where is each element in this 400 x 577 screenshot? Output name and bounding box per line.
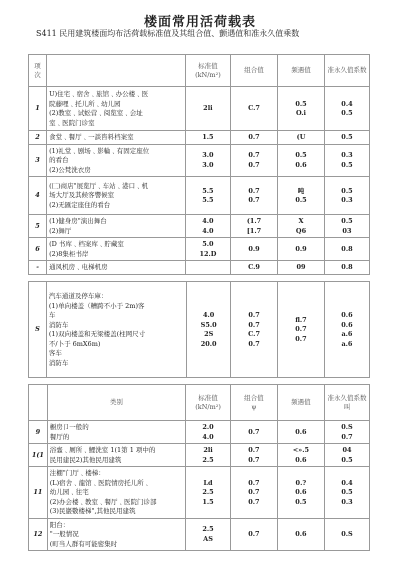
quasi-value: 04 (342, 446, 352, 454)
table-row (29, 238, 370, 261)
comb-value: [1.7 (246, 226, 262, 235)
row-freq (278, 238, 325, 261)
std-value: 2li (203, 446, 213, 454)
row-description (47, 518, 185, 551)
desc-line: 消防车 (48, 358, 69, 367)
desc-line: 场大厅及其候客響候室 (49, 191, 115, 200)
desc-line: 院藤哩﹑托儿所﹑幼儿园 (49, 99, 121, 108)
std-value: S5.0 (200, 320, 217, 329)
comb-value: 0.7 (248, 186, 260, 195)
row-description (47, 261, 186, 275)
std-value: 5.0 (202, 240, 214, 248)
row-comb (230, 261, 277, 275)
freq-value: 09 (296, 263, 306, 271)
row-description (47, 87, 186, 131)
desc-line: 阳台： (49, 520, 70, 529)
desc-line: (1)礼堂﹑剧场﹑影輪﹑有固定座位 (49, 146, 150, 155)
comb-value: 0.7 (248, 196, 260, 204)
std-value: 12.D (199, 249, 217, 258)
std-value: 2.5 (202, 488, 214, 496)
quasi-value: 0.8 (341, 244, 353, 253)
row-number: 3 (29, 144, 47, 177)
header-freq: 频遇值 (278, 55, 325, 87)
row-comb (230, 144, 277, 177)
row-quasi (325, 444, 370, 467)
row-std (186, 421, 231, 444)
comb-value: 0.7 (248, 427, 260, 436)
freq-value: 0.5 (295, 497, 307, 506)
desc-line: "一般情况 (49, 530, 79, 538)
row-number: 6 (29, 238, 47, 261)
desc-line: 汽车通道及停车庫： (48, 292, 108, 300)
header-comb: 组合值 (230, 55, 277, 87)
table-body (29, 87, 370, 275)
quasi-value: 03 (342, 226, 352, 235)
row-comb (230, 87, 277, 131)
freq-value: fl.7 (295, 315, 307, 324)
page-title: 楼面常用活荷载表 (143, 15, 256, 30)
row-number: 9 (29, 421, 48, 444)
table-row (29, 467, 370, 519)
freq-value: 0.7 (295, 334, 307, 343)
row-quasi (324, 144, 369, 177)
row-std (185, 87, 230, 131)
quasi-value: a.6 (341, 339, 353, 348)
row-std (187, 282, 231, 378)
row-comb (230, 215, 277, 238)
row-freq (277, 444, 324, 467)
row-freq (278, 282, 325, 378)
desc-line: 民用建民2)其他民用建筑 (49, 455, 122, 464)
quasi-value: 0.5 (341, 488, 353, 496)
header-comb (231, 385, 278, 421)
desc-line: U)住宅﹑宿舍﹑旅馆﹑办公楼﹑医 (49, 90, 149, 98)
row-number: 5 (29, 215, 47, 238)
desc-line: (2)无匯定座住的看台 (49, 200, 111, 209)
row-quasi (325, 467, 370, 519)
quasi-value: a.6 (341, 330, 353, 338)
row-comb (231, 421, 278, 444)
comb-value: 0.7 (248, 311, 260, 319)
row-number: S (29, 282, 47, 378)
comb-value: 0.7 (248, 339, 260, 348)
std-value: 3.0 (202, 151, 214, 160)
quasi-value: 0.5 (341, 160, 353, 169)
row-description (46, 282, 186, 378)
comb-value: 0.7 (248, 446, 260, 454)
desc-line: 室﹑医院门诊室 (49, 118, 95, 127)
row-freq (278, 261, 325, 275)
row-freq (278, 144, 325, 177)
quasi-value: 0.4 (341, 99, 353, 108)
row-description (47, 144, 186, 177)
desc-line: 消防车 (48, 320, 69, 329)
row-freq (278, 87, 325, 131)
freq-value: 0.5 (295, 99, 307, 108)
row-comb (230, 238, 277, 261)
freq-value: 0.6 (295, 455, 307, 464)
std-value: 2.5 (202, 525, 214, 534)
row-std (185, 177, 230, 215)
desc-line: (L)宿舍﹑龍馆﹑医院情房托儿所﹑ (49, 478, 151, 487)
row-freq (277, 467, 324, 519)
desc-line: (2)8集柜书岸 (49, 249, 89, 258)
table-row (29, 261, 370, 275)
desc-line: (2)公梵洗衣房 (49, 165, 91, 174)
desc-line: 的看台 (49, 156, 69, 164)
row-quasi (325, 518, 370, 551)
header-quasi: 准永久值系数 (324, 55, 369, 87)
freq-value: 0.5 (295, 151, 307, 160)
comb-value: C.7 (248, 104, 260, 113)
row-description (47, 421, 185, 444)
std-value: 1.5 (202, 497, 214, 506)
freq-value: 吨 (297, 186, 305, 195)
row-number: 1(1 (29, 444, 48, 467)
row-quasi (324, 131, 369, 145)
table-row (29, 421, 370, 444)
header-item: 项 次 (29, 55, 47, 87)
std-value: 20.0 (200, 339, 217, 348)
comb-value: 0.7 (248, 488, 260, 496)
row-quasi (324, 282, 369, 378)
desc-line: (2)教室﹑试蚣营﹑阅览室﹑会址 (49, 109, 143, 117)
freq-value: Q6 (295, 226, 307, 235)
desc-line: 注棚"门厅﹑楼梯： (49, 469, 105, 477)
desc-line: (1)单向楼盖（糟跨不小于 2m)客 (48, 301, 145, 310)
row-description (47, 444, 185, 467)
header-comb-symbol: ψ (251, 402, 257, 411)
header-item: 类别 (47, 385, 185, 421)
quasi-value: 0.5 (341, 109, 353, 117)
std-value: Ld (203, 478, 213, 487)
row-number: 11 (29, 467, 48, 519)
freq-value: <».5 (292, 446, 309, 454)
comb-value: 0.7 (248, 455, 260, 464)
row-description (47, 215, 186, 238)
row-quasi (325, 421, 370, 444)
row-freq (277, 421, 324, 444)
row-std (185, 144, 230, 177)
quasi-value: 0.5 (341, 455, 353, 464)
freq-value: 0.6 (295, 160, 307, 169)
desc-line: 橱房卩一般的 (49, 423, 89, 431)
header-blank (47, 55, 186, 87)
desc-line: 客车 (48, 349, 62, 357)
quasi-value: 0.S (341, 423, 353, 431)
row-std (186, 518, 231, 551)
load-table-secondary (28, 384, 370, 551)
std-value: 4.0 (203, 311, 215, 319)
quasi-value: 0.7 (341, 432, 353, 441)
table-row (29, 87, 370, 131)
quasi-value: 0.5 (341, 133, 353, 141)
row-quasi (324, 87, 369, 131)
subtitle: S411 民用建筑楼面均布活荷载标准值及其组合值、颤遇值和准永久值乘数 (36, 29, 300, 38)
row-freq (278, 131, 325, 145)
quasi-value: 0.3 (341, 151, 353, 160)
table-body (29, 421, 370, 551)
freq-value: 0.9 (295, 244, 307, 253)
std-value: 3.0 (202, 160, 214, 169)
row-comb (230, 131, 277, 145)
row-comb (231, 282, 278, 378)
desc-line: (D 书库﹑档案库﹑貯藏室 (49, 240, 124, 248)
std-value: 2S (204, 330, 214, 338)
std-value: 2.0 (202, 423, 214, 431)
row-comb (231, 467, 278, 519)
std-value: 4.0 (202, 217, 214, 225)
row-std (186, 444, 231, 467)
table-row (29, 444, 370, 467)
desc-line: (1)健身房"演出舞台 (49, 217, 107, 225)
std-value: 5.5 (202, 196, 214, 204)
row-description (47, 238, 186, 261)
load-table-parking (28, 281, 370, 378)
row-number: 2 (29, 131, 47, 145)
desc-line: (匚)商店"展览厅﹑车站﹑港口﹑机 (49, 181, 149, 190)
table-row (29, 144, 370, 177)
desc-line: 不/卜于 6mX6m) (48, 339, 101, 348)
row-description (47, 177, 186, 215)
load-table-main (28, 54, 370, 275)
desc-line: 餐厅的 (49, 432, 70, 441)
header-comb-label: 组合值 (244, 394, 264, 402)
comb-value: 0.7 (248, 133, 260, 141)
desc-line: 通风机房﹑电梯机房 (49, 263, 108, 271)
freq-value: 0.6 (295, 530, 307, 538)
row-description (47, 131, 186, 145)
std-value: 2li (203, 104, 213, 113)
freq-value: (U (296, 133, 306, 141)
row-description (47, 467, 185, 519)
table-row (29, 177, 370, 215)
freq-value: 0.5 (295, 196, 307, 204)
comb-value: 0.7 (248, 320, 260, 329)
comb-value: 0.7 (248, 151, 260, 160)
desc-line: (2)办会楼﹑教室﹑餐厅﹑医院门诊部 (49, 497, 157, 506)
row-freq (278, 177, 325, 215)
std-value: 1.5 (202, 133, 214, 141)
comb-value: 0.7 (248, 497, 260, 506)
comb-value: 0.7 (248, 478, 260, 487)
row-comb (231, 518, 278, 551)
quasi-value: 0.4 (341, 478, 353, 487)
quasi-value: 0.5 (341, 217, 353, 225)
std-value: AS (203, 534, 213, 543)
comb-value: 0.7 (248, 160, 260, 169)
quasi-value: 0.3 (341, 497, 353, 506)
table-row (29, 131, 370, 145)
row-freq (278, 215, 325, 238)
desc-line: 浴韲﹑厕所﹑鯉洗室 1(1第 1 项中的 (49, 446, 156, 454)
freq-value: 0.6 (295, 427, 307, 436)
row-quasi (324, 238, 369, 261)
row-number: 1 (29, 87, 47, 131)
row-std (185, 215, 230, 238)
row-freq (277, 518, 324, 551)
freq-value: 0.7 (295, 325, 307, 334)
desc-line: 幼儿园﹑往宅 (49, 488, 89, 496)
row-std (186, 467, 231, 519)
row-std (185, 238, 230, 261)
comb-value: 0.9 (248, 244, 260, 253)
header-blank (29, 385, 48, 421)
quasi-value: 0.8 (341, 263, 353, 271)
desc-line: (1)双向楼盖和无梁楼盖(柱网尺寸 (48, 330, 146, 338)
comb-value: (1.7 (246, 217, 262, 225)
row-number: 12 (29, 518, 48, 551)
std-value: 5.5 (202, 186, 214, 195)
row-quasi (324, 215, 369, 238)
header-std: 标准值(kN/m²) (186, 385, 231, 421)
comb-value: C.7 (248, 330, 260, 338)
row-number: 4 (29, 177, 47, 215)
row-std (185, 131, 230, 145)
quasi-value: 0.3 (341, 196, 353, 204)
quasi-value: 0.5 (341, 186, 353, 195)
freq-value: O.i (295, 109, 306, 117)
std-value: 2.5 (202, 455, 214, 464)
row-quasi (324, 261, 369, 275)
desc-line: (2)舞厅 (49, 226, 72, 235)
quasi-value: 0.S (341, 530, 353, 538)
row-std (185, 261, 230, 275)
comb-value: C.9 (248, 263, 260, 271)
freq-value: 0.? (295, 478, 307, 487)
freq-value: X (298, 217, 304, 225)
row-number: - (29, 261, 47, 275)
table-row (29, 215, 370, 238)
row-comb (231, 444, 278, 467)
desc-line: 车 (48, 311, 56, 319)
table-row (29, 518, 370, 551)
desc-line: (町当人群有可能密集时 (49, 539, 118, 548)
freq-value: 0.6 (295, 488, 307, 496)
desc-line: (3)民巖數楼梯",其他民用建筑 (49, 507, 136, 515)
quasi-value: 0.6 (341, 311, 353, 319)
row-comb (230, 177, 277, 215)
quasi-value: 0.6 (341, 320, 353, 329)
row-quasi (324, 177, 369, 215)
desc-line: 食堂﹑餐厅﹑一談咨料档案室 (49, 133, 134, 141)
comb-value: 0.7 (248, 530, 260, 538)
std-value: 4.0 (202, 432, 214, 441)
header-quasi: 准永久值系数叫 (325, 385, 370, 421)
header-freq: 频遇值 (277, 385, 324, 421)
header-std: 标准值(kN/m²) (185, 55, 230, 87)
std-value: 4.0 (202, 226, 214, 235)
